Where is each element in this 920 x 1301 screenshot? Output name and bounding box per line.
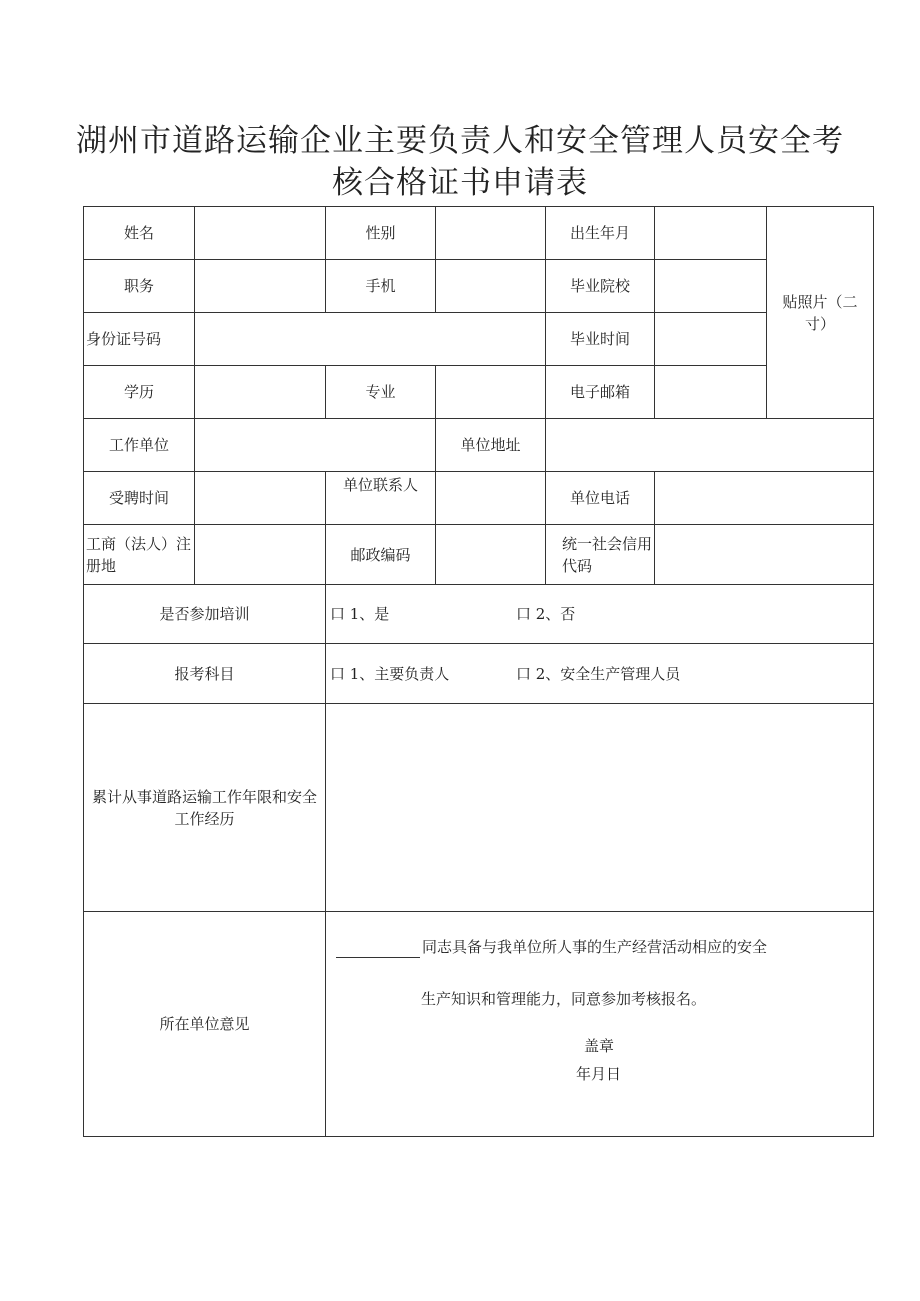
date-label: 年月日 <box>576 1065 622 1083</box>
position-field[interactable] <box>195 260 326 313</box>
grad-time-field[interactable] <box>655 313 767 366</box>
employer-field[interactable] <box>195 419 436 472</box>
unit-phone-field[interactable] <box>655 472 874 525</box>
mobile-field[interactable] <box>436 260 546 313</box>
unit-contact-field[interactable] <box>436 472 546 525</box>
row-registration <box>84 525 874 585</box>
birth-field[interactable] <box>655 207 767 260</box>
postcode-field[interactable] <box>436 525 546 585</box>
registered-place-field[interactable] <box>195 525 326 585</box>
row-hire <box>84 472 874 525</box>
row-training <box>84 585 874 644</box>
email-field[interactable] <box>655 366 767 419</box>
label-employer: 工作单位 <box>84 419 195 472</box>
label-id-number: 身份证号码 <box>84 313 195 366</box>
label-education: 学历 <box>84 366 195 419</box>
row-position <box>84 260 874 313</box>
label-postcode: 邮政编码 <box>326 525 436 585</box>
opinion-text-2: 生产知识和管理能力，同意参加考核报名。 <box>421 990 707 1008</box>
photo-box[interactable] <box>767 207 874 419</box>
label-mobile: 手机 <box>326 260 436 313</box>
row-name <box>84 207 874 260</box>
credit-code-field[interactable] <box>655 525 874 585</box>
form-title <box>60 120 860 204</box>
label-employer-address: 单位地址 <box>436 419 546 472</box>
experience-field[interactable] <box>326 704 874 912</box>
row-experience <box>84 704 874 912</box>
opinion-text-1: 同志具备与我单位所人事的生产经营活动相应的安全 <box>422 938 768 956</box>
subject-option-principal[interactable]: 口 1、主要负责人 <box>330 664 450 683</box>
application-form-table <box>83 206 874 1137</box>
label-major: 专业 <box>326 366 436 419</box>
education-field[interactable] <box>195 366 326 419</box>
comrade-name-blank[interactable] <box>336 941 420 958</box>
subject-options <box>326 644 874 704</box>
label-experience: 累计从事道路运输工作年限和安全工作经历 <box>84 704 326 912</box>
seal-label: 盖章 <box>584 1037 615 1055</box>
training-option-yes[interactable]: 口 1、是 <box>330 605 390 623</box>
opinion-line1 <box>336 936 767 958</box>
label-birth: 出生年月 <box>546 207 655 260</box>
label-training: 是否参加培训 <box>84 585 326 644</box>
label-grad-time: 毕业时间 <box>546 313 655 366</box>
label-credit-code: 统一社会信用代码 <box>546 525 655 585</box>
subject-option-safety-manager[interactable]: 口 2、安全生产管理人员 <box>516 664 681 683</box>
label-position: 职务 <box>84 260 195 313</box>
form-title-line2: 核合格证书申请表 <box>332 165 588 201</box>
gender-field[interactable] <box>436 207 546 260</box>
training-option-no[interactable]: 口 2、否 <box>516 605 576 623</box>
row-employer <box>84 419 874 472</box>
label-name: 姓名 <box>84 207 195 260</box>
name-field[interactable] <box>195 207 326 260</box>
opinion-cell <box>326 912 874 1137</box>
label-gender: 性别 <box>326 207 436 260</box>
label-subject: 报考科目 <box>84 644 326 704</box>
school-field[interactable] <box>655 260 767 313</box>
row-opinion <box>84 912 874 1137</box>
id-number-field[interactable] <box>195 313 546 366</box>
row-education <box>84 366 874 419</box>
major-field[interactable] <box>436 366 546 419</box>
row-subject <box>84 644 874 704</box>
label-registered-place: 工商（法人）注册地 <box>84 525 195 585</box>
label-school: 毕业院校 <box>546 260 655 313</box>
label-unit-phone: 单位电话 <box>546 472 655 525</box>
label-unit-opinion: 所在单位意见 <box>84 912 326 1137</box>
row-id <box>84 313 874 366</box>
training-options <box>326 585 874 644</box>
form-title-line1: 湖州市道路运输企业主要负责人和安全管理人员安全考 <box>76 123 844 159</box>
hire-time-field[interactable] <box>195 472 326 525</box>
photo-label: 贴照片（二寸） <box>782 292 858 333</box>
label-unit-contact: 单位联系人 <box>326 472 436 525</box>
employer-address-field[interactable] <box>546 419 874 472</box>
label-email: 电子邮箱 <box>546 366 655 419</box>
label-hire-time: 受聘时间 <box>84 472 195 525</box>
